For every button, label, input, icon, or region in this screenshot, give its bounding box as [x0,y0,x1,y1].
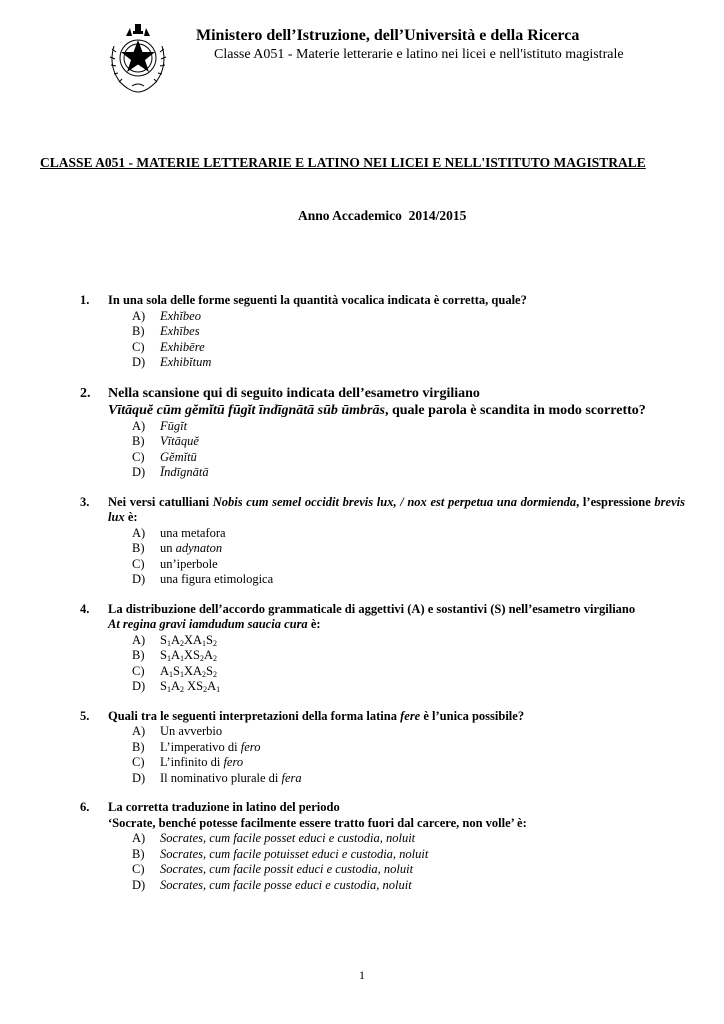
option-d [132,679,685,695]
option-letter: C) [132,556,145,571]
option-letter: C) [132,755,145,769]
option-text: Gĕmĭtū [160,449,197,464]
option-list [108,724,685,786]
question-2 [80,385,685,481]
question-number: 5. [80,708,90,723]
option-c [132,862,685,878]
option-letter: A) [132,632,146,647]
formula-part: A [170,648,180,662]
formula-subscript: 2 [199,654,204,663]
formula-part: XA [183,663,203,678]
latin-term: brevis lux [108,494,685,524]
formula-subscript: 2 [213,669,217,679]
option-d [132,355,685,371]
option-d [132,572,685,588]
formula-subscript: 1 [179,669,184,679]
option-text [160,633,217,649]
formula-part: XA [183,632,203,647]
option-a [132,831,685,847]
option-text [160,740,260,756]
question-number: 4. [80,601,90,616]
classe-subtitle: Classe A051 - Materie letterarie e latino nei licei e nell'istituto magistrale [214,47,624,62]
option-text: Socrates, cum facile potuisset educi e custodia, noluit [160,846,429,861]
formula-part: S [206,632,213,647]
question-line: La corretta traduzione in latino del periodo [108,800,340,814]
option-text: un’iperbole [160,556,218,571]
question-number: 6. [80,800,90,814]
option-letter: D) [132,679,146,693]
option-list [108,526,685,588]
question-list [80,293,685,907]
option-text: Socrates, cum facile posset educi e custodia, noluit [160,831,416,845]
question-line: Nella scansione qui di seguito indicata dell’esametro virgiliano [108,385,480,401]
option-letter: D) [132,770,146,785]
formula-subscript: 1 [166,638,171,648]
option-letter: A) [132,418,146,433]
option-letter: C) [132,449,145,464]
academic-year: Anno Accademico 2014/2015 [298,208,467,223]
option-letter: B) [132,541,145,555]
formula-part: S [206,663,213,678]
question-line: è l’unica possibile? [420,708,525,723]
option-letter: B) [132,648,145,662]
option-text: una metafora [160,525,226,540]
question-line: ‘Socrate, benché potesse facilmente essere tratto fuori dal carcere, non volle’ è: [108,815,527,830]
option-c [132,557,685,573]
option-b [132,648,685,664]
option-text: Fūgĭt [160,418,188,433]
formula-subscript: 2 [179,638,184,648]
question-line: , quale parola è scandita in modo scorretto? [384,402,646,418]
question-number: 2. [80,385,91,401]
question-line: Quali tra le seguenti interpretazioni della forma latina [108,708,401,723]
option-letter: A) [132,831,146,845]
question-6 [80,800,685,893]
question-text [108,800,685,831]
question-4 [80,602,685,695]
option-b [132,847,685,863]
formula-subscript: 2 [202,669,207,679]
question-line: La distribuzione dell’accordo grammaticale di aggettivi (A) e sostantivi (S) nell’esametro virgiliano [108,601,636,616]
formula-subscript: 2 [213,638,217,648]
option-text [160,679,220,695]
latin-term: fere [400,708,421,723]
page-number: 1 [359,968,365,982]
question-text [108,709,685,725]
formula-subscript: 1 [179,654,184,663]
latin-verse: Nobis cum semel occidit brevis lux, / nox est perpetua una dormienda [212,494,577,509]
italian-republic-emblem [106,22,170,94]
option-list [108,419,685,481]
option-text: Exhibēre [160,339,205,354]
formula-part: A [170,632,180,647]
option-letter: A) [132,525,146,540]
option-list [108,633,685,695]
document-title: CLASSE A051 - MATERIE LETTERARIE E LATINO NEI LICEI E NELL'ISTITUTO MAGISTRALE [40,155,646,170]
option-text [160,771,302,787]
question-line: Nei versi catulliani [108,494,213,509]
option-a [132,419,685,435]
option-a [132,633,685,649]
option-text: Vītāquĕ [160,434,199,448]
option-text: Socrates, cum facile posse educi e custodia, noluit [160,877,412,892]
option-text-italic: adynaton [175,541,223,555]
option-text-italic: fera [281,770,302,785]
option-b [132,434,685,450]
option-c [132,450,685,466]
option-text: Un avverbio [160,724,223,738]
option-b [132,740,685,756]
option-text-italic: fero [223,755,244,769]
formula-part: A [170,679,180,693]
question-number: 3. [80,494,90,509]
option-text: Socrates, cum facile possit educi e custodia, noluit [160,862,414,876]
option-letter: B) [132,324,145,338]
option-c [132,755,685,771]
question-number: 1. [80,293,90,307]
latin-verse: At regina gravi iamdudum saucia cura [108,617,308,631]
option-text-italic: fero [240,739,261,754]
option-text: Exhībes [160,324,200,338]
option-c [132,340,685,356]
formula-part: S [160,648,167,662]
question-line: è: [307,617,321,631]
option-list [108,309,685,371]
option-b [132,541,685,557]
option-letter: D) [132,877,146,892]
option-letter: D) [132,572,146,586]
option-c [132,664,685,680]
latin-verse: Vītāquĕ cūm gĕmĭtū fūgĭt īndīgnātā sūb ūmbrās [108,402,385,418]
option-a [132,724,685,740]
formula-subscript: 2 [179,685,184,694]
option-letter: C) [132,663,145,678]
option-text-part: L’infinito di [160,755,224,769]
formula-subscript: 1 [166,685,171,694]
question-text [108,495,685,526]
option-text-part: L’imperativo di [160,739,241,754]
option-d [132,878,685,894]
formula-part: XS [183,679,204,693]
formula-subscript: 2 [203,685,208,694]
option-text-part: Il nominativo plurale di [160,770,282,785]
option-text [160,648,217,664]
option-letter: A) [132,308,146,323]
question-5 [80,709,685,787]
option-letter: B) [132,739,145,754]
option-letter: B) [132,846,145,861]
option-letter: A) [132,724,146,738]
question-line: è: [124,510,138,524]
question-text [108,602,685,633]
option-text [160,755,243,771]
option-text [160,541,222,557]
option-text: Exhibĭtum [160,355,212,369]
option-text: Exhĭbeo [160,308,201,323]
formula-subscript: 1 [166,654,171,663]
question-3 [80,495,685,588]
formula-subscript: 1 [202,638,207,648]
option-text: Īndīgnātā [160,465,209,479]
formula-part: S [173,663,180,678]
option-b [132,324,685,340]
formula-part: S [160,679,167,693]
option-letter: D) [132,465,146,479]
formula-subscript: 2 [213,654,217,663]
option-letter: C) [132,862,145,876]
option-text-part: un [160,541,176,555]
question-text: In una sola delle forme seguenti la quantità vocalica indicata è corretta, quale? [108,293,527,307]
formula-subscript: 1 [216,685,221,694]
option-a [132,309,685,325]
option-list [108,831,685,893]
option-letter: D) [132,355,146,369]
formula-part: S [160,632,167,647]
option-letter: C) [132,339,145,354]
option-d [132,771,685,787]
option-text [160,664,217,680]
option-letter: B) [132,434,145,448]
formula-part: XS [183,648,200,662]
option-text: una figura etimologica [160,572,274,586]
question-line: , l’espressione [576,494,655,509]
question-text [108,385,685,419]
formula-subscript: 1 [169,669,174,679]
formula-part: A [203,648,213,662]
ministry-header: Ministero dell’Istruzione, dell’Università e della Ricerca [196,27,580,44]
formula-part: A [207,679,217,693]
option-d [132,465,685,481]
option-a [132,526,685,542]
question-1 [80,293,685,371]
formula-part: A [160,663,170,678]
